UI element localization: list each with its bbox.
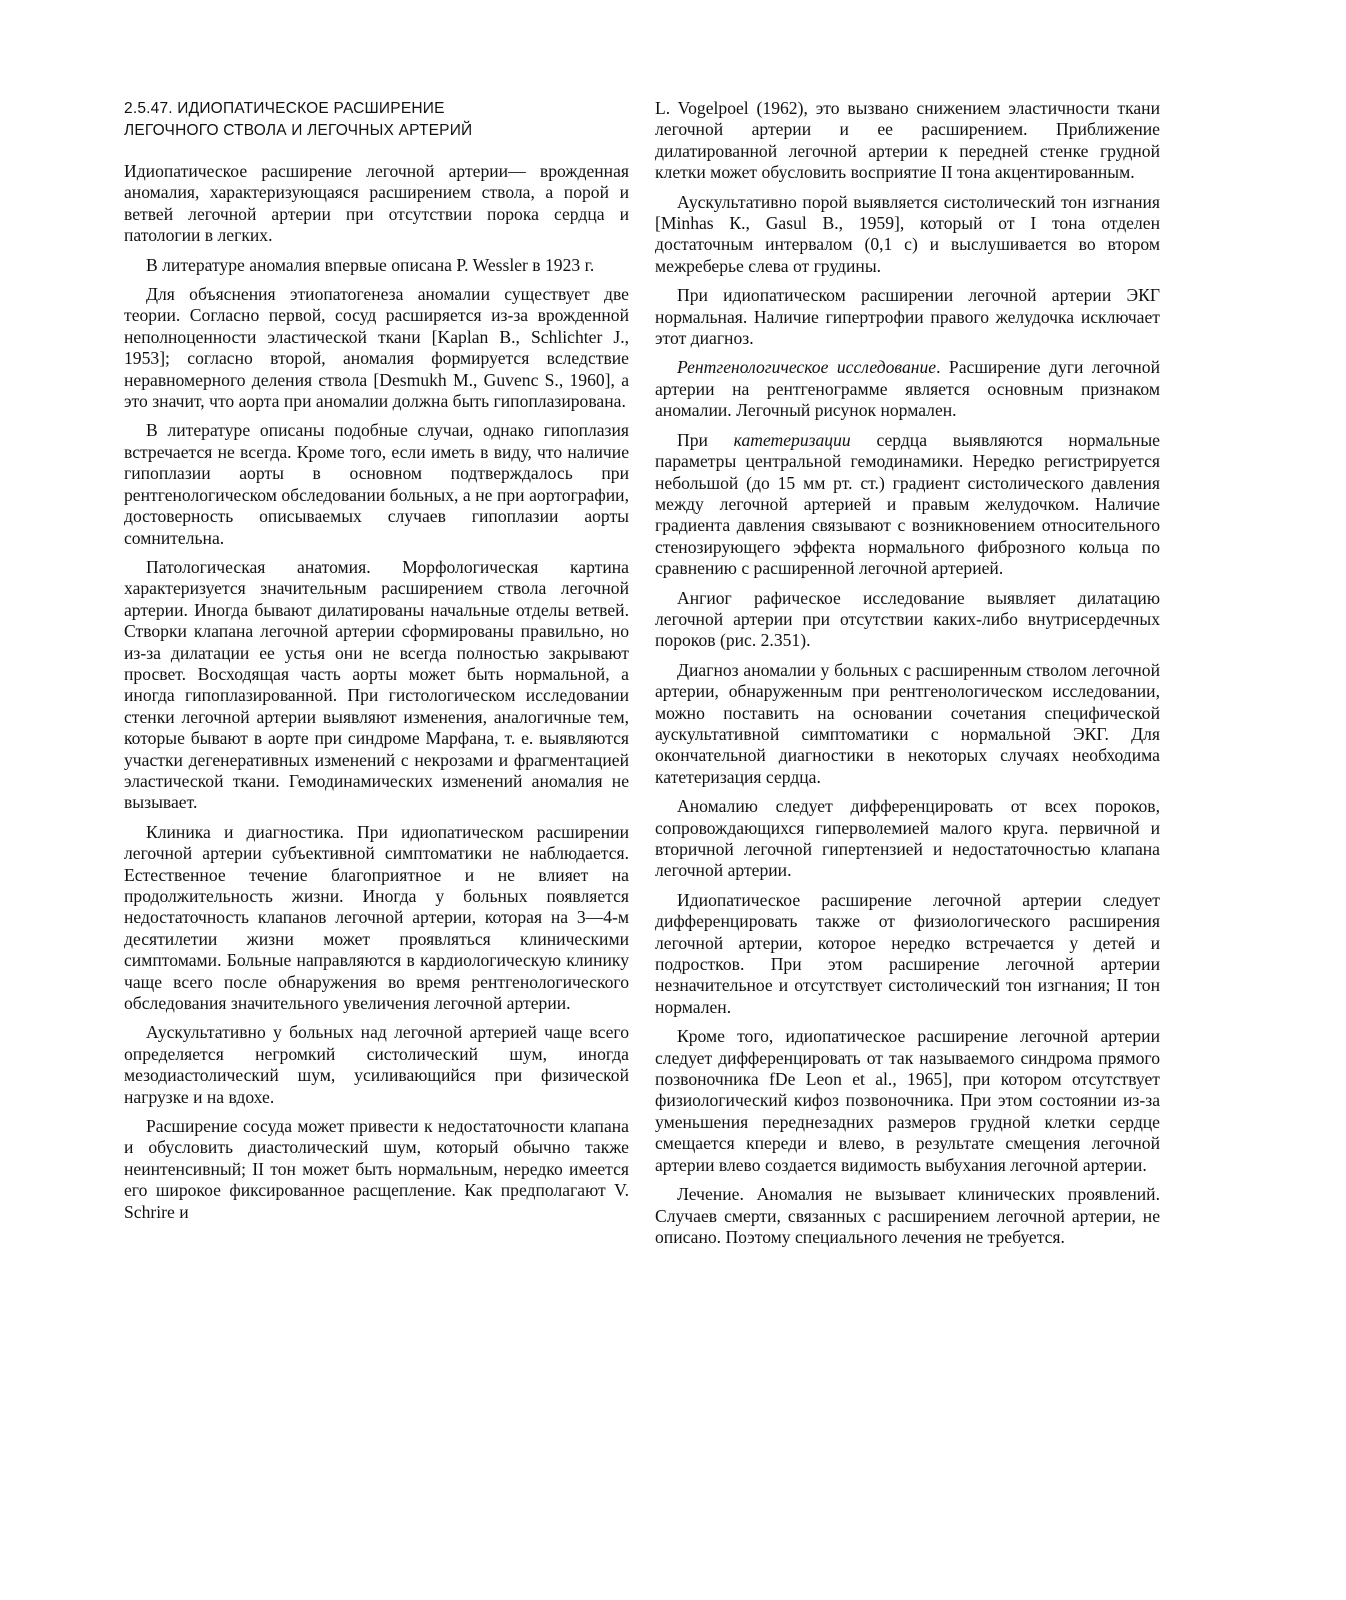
paragraph-ecg: При идиопатическом расширении легочной артерии ЭКГ нормальная. Наличие гипертрофии правого желудочка исключает этот диагноз. (655, 285, 1160, 349)
paragraph-pathological-anatomy: Патологическая анатомия. Морфологическая картина характеризуется значительным расширением ствола легочной артерии. Иногда бывают дилатированы начальные отделы ветвей. Створки клапана легочной артерии сформированы правильно, но из-за дилатации ее устья они не всегда полностью закрывают просвет. Восходящая часть аорты может быть нормальной, а иногда гипоплазированной. При гистологическом исследовании стенки легочной артерии выявляют изменения, аналогичные тем, которые бывают в аорте при синдроме Марфана, т. е. выявляются участки дегенеративных изменений с некрозами и фрагментацией эластической ткани. Гемодинамических изменений аномалия не вызывает. (124, 556, 629, 813)
paragraph-treatment: Лечение. Аномалия не вызывает клинических проявлений. Случаев смерти, связанных с расширением легочной артерии, не описано. Поэтому специального лечения не требуется. (655, 1184, 1160, 1247)
paragraph-xray (655, 357, 1160, 421)
paragraph-auscultation: Аускультативно у больных над легочной артерией чаще всего определяется негромкий систолический шум, иногда мезодиастолический шум, усиливающийся при физической нагрузке и на вдохе. (124, 1022, 629, 1107)
paragraph-ejection-tone: Аускультативно порой выявляется систолический тон изгнания [Minhas К., Gasul В., 1959], который от I тона отделен достаточным интервалом (0,1 с) и выслушивается во втором межреберье слева от грудины. (655, 191, 1160, 276)
paragraph-diagnosis: Диагноз аномалии у больных с расширенным стволом легочной артерии, обнаруженным при рентгенологическом исследовании, можно поставить на основании сочетания специфической аускультативной симптоматики с нормальной ЭКГ. Для окончательной диагностики в некоторых случаях необходима катетеризация сердца. (655, 659, 1160, 787)
paragraph-clinic-diagnostics: Клиника и диагностика. При идиопатическом расширении легочной артерии субъективной симптоматики не наблюдается. Естественное течение благоприятное и не влияет на продолжительность жизни. Иногда у больных появляется недостаточность клапанов легочной артерии, которая на 3—4-м десятилетии жизни может проявляться клиническими симптомами. Больные направляются в кардиологическую клинику чаще всего после обнаружения во время рентгенологического обследования значительного увеличения легочной артерии. (124, 821, 629, 1014)
catheterization-term: катетеризации (733, 429, 851, 450)
paragraph-hypoplasia: В литературе описаны подобные случаи, однако гипоплазия встречается не всегда. Кроме того, если иметь в виду, что наличие гипоплазии аорты в основном подтверждалось при рентгенологическом обследовании больных, а не при аортографии, достоверность описываемых случаев гипоплазии аорты сомнительна. (124, 420, 629, 548)
paragraph-definition: Идиопатическое расширение легочной артерии— врожденная аномалия, характеризующаяся расширением ствола, а порой и ветвей легочной артерии при отсутствии порока сердца и патологии в легких. (124, 161, 629, 246)
section-heading-line-2: ЛЕГОЧНОГО СТВОЛА И ЛЕГОЧНЫХ АРТЕРИЙ (124, 121, 473, 139)
paragraph-etiopathogenesis: Для объяснения этиопатогенеза аномалии существует две теории. Согласно первой, сосуд расширяется из-за врожденной неполноценности эластической ткани [Kaplan В., Schlichter J., 1953]; согласно второй, аномалия формируется вследствие неравномерного деления ствола [Desmukh M., Guvenc S., 1960], а это значит, что аорта при аномалии должна быть гипоплазирована. (124, 284, 629, 412)
paragraph-catheterization (655, 430, 1160, 580)
section-heading (124, 98, 629, 141)
paragraph-continuation: L. Vogelpoel (1962), это вызвано снижением эластичности ткани легочной артерии и ее расширением. Приближение дилатированной легочной артерии к передней стенке грудной клетки может обусловить восприятие II тона акцентированным. (655, 98, 1160, 183)
section-heading-line-1: 2.5.47. ИДИОПАТИЧЕСКОЕ РАСШИРЕНИЕ (124, 100, 445, 117)
paragraph-differential-2: Идиопатическое расширение легочной артерии следует дифференцировать также от физиологического расширения легочной артерии, которое нередко встречается у детей и подростков. При этом расширение легочной артерии незначительное и отсутствует систолический тон изгнания; II тон нормален. (655, 889, 1160, 1017)
left-column (124, 98, 629, 1231)
right-column (655, 98, 1160, 1256)
catheterization-text: сердца выявляются нормальные параметры центральной гемодинамики. Нередко регистрируется небольшой (до 15 мм рт. ст.) градиент систолического давления между легочной артерией и правым желудочком. Наличие градиента давления связывают с возникновением относительного стенозирующего эффекта нормального фиброзного кольца по сравнению с расширенной легочной артерией. (655, 429, 1160, 579)
paragraph-vessel-dilation: Расширение сосуда может привести к недостаточности клапана и обусловить диастолический шум, который обычно также неинтенсивный; II тон может быть нормальным, нередко имеется его широкое фиксированное расщепление. Как предполагают V. Schrire и (124, 1116, 629, 1222)
paragraph-differential-3: Кроме того, идиопатическое расширение легочной артерии следует дифференцировать от так называемого синдрома прямого позвоночника fDe Leon et al., 1965], при котором отсутствует физиологический кифоз позвоночника. При этом состоянии из-за уменьшения переднезадних размеров грудной клетки сердце смещается кпереди и влево, в результате смещения легочной артерии влево создается видимость выбухания легочной артерии. (655, 1026, 1160, 1175)
xray-text: . Расширение дуги легочной артерии на рентгенограмме является основным признаком аномалии. Легочный рисунок нормален. (655, 357, 1160, 421)
paragraph-angiography: Ангиог рафическое исследование выявляет дилатацию легочной артерии при отсутствии каких-либо внутрисердечных пороков (рис. 2.351). (655, 587, 1160, 651)
paragraph-history: В литературе аномалия впервые описана P. Wessler в 1923 г. (146, 254, 595, 275)
catheterization-prefix: При (677, 429, 734, 450)
paragraph-differential-1: Аномалию следует дифференцировать от всех пороков, сопровождающихся гиперволемией малого круга. первичной и вторичной легочной гипертензией и недостаточностью клапана легочной артерии. (655, 796, 1160, 881)
xray-term: Рентгенологическое исследование (677, 357, 937, 378)
document-page (124, 98, 1164, 1358)
